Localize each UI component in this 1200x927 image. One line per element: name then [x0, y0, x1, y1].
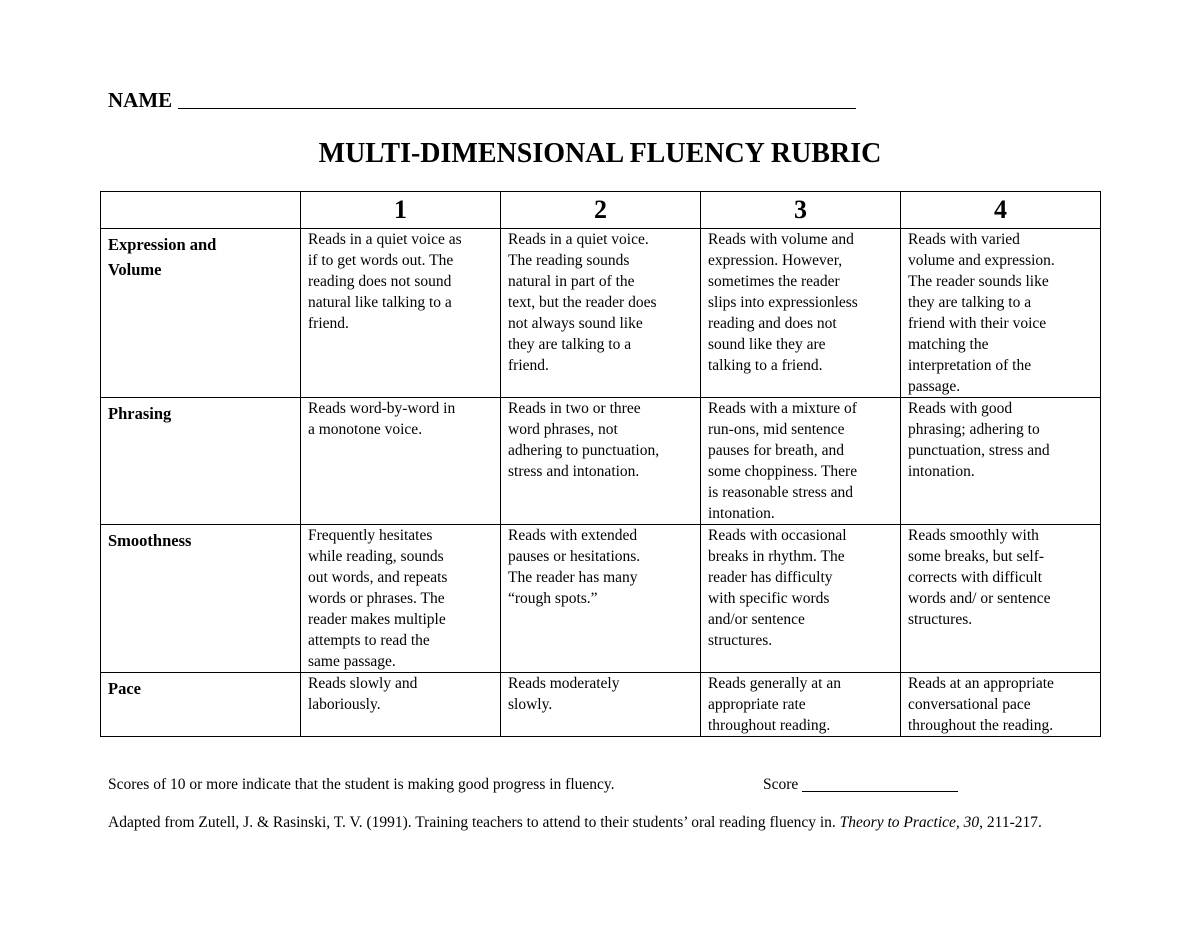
- cell-text-line: word phrases, not: [508, 421, 618, 438]
- cell-text-line: Expression and: [108, 235, 217, 254]
- rubric-cell: [901, 398, 1101, 525]
- cell-text-line: Reads with varied: [908, 231, 1020, 248]
- cell-text-line: intonation.: [708, 505, 775, 522]
- cell-text-line: Pace: [108, 679, 141, 698]
- dimension-label: [101, 673, 301, 737]
- cell-text-line: natural like talking to a: [308, 294, 452, 311]
- rubric-cell: [301, 673, 501, 737]
- cell-text-line: friend with their voice: [908, 315, 1047, 332]
- dimension-label: [101, 398, 301, 525]
- cell-text-line: Reads in two or three: [508, 400, 641, 417]
- cell-text-line: same passage.: [308, 653, 396, 670]
- cell-text-line: stress and intonation.: [508, 463, 640, 480]
- cell-text-line: reader makes multiple: [308, 611, 446, 628]
- cell-text-line: punctuation, stress and: [908, 442, 1050, 459]
- cell-text-line: laboriously.: [308, 696, 381, 713]
- cell-text-line: pauses or hesitations.: [508, 548, 641, 565]
- cell-text-line: phrasing; adhering to: [908, 421, 1040, 438]
- cell-text-line: while reading, sounds: [308, 548, 444, 565]
- cell-text-line: passage.: [908, 378, 961, 395]
- citation-journal: Theory to Practice, 30: [839, 814, 980, 831]
- cell-text-line: some breaks, but self-: [908, 548, 1045, 565]
- cell-text-line: appropriate rate: [708, 696, 806, 713]
- cell-text-line: words or phrases. The: [308, 590, 445, 607]
- cell-text-line: volume and expression.: [908, 252, 1055, 269]
- cell-text-line: The reader has many: [508, 569, 638, 586]
- cell-text-line: attempts to read the: [308, 632, 430, 649]
- rubric-cell: [501, 525, 701, 673]
- rubric-cell: [901, 673, 1101, 737]
- cell-text-line: is reasonable stress and: [708, 484, 854, 501]
- cell-text-line: if to get words out. The: [308, 252, 454, 269]
- cell-text-line: out words, and repeats: [308, 569, 448, 586]
- cell-text-line: words and/ or sentence: [908, 590, 1051, 607]
- cell-text-line: talking to a friend.: [708, 357, 823, 374]
- rubric-cell: [901, 525, 1101, 673]
- cell-text-line: friend.: [308, 315, 349, 332]
- cell-text-line: Reads with good: [908, 400, 1013, 417]
- corner-cell: [101, 192, 301, 229]
- score-column-header: 3: [701, 192, 901, 229]
- scoring-note: Scores of 10 or more indicate that the student is making good progress in fluency.: [108, 776, 615, 793]
- rubric-cell: [501, 398, 701, 525]
- citation: [108, 812, 1088, 833]
- page-title: MULTI-DIMENSIONAL FLUENCY RUBRIC: [318, 138, 882, 169]
- cell-text-line: Smoothness: [108, 531, 192, 550]
- cell-text-line: and/or sentence: [708, 611, 805, 628]
- cell-text-line: structures.: [708, 632, 773, 649]
- cell-text-line: reading does not sound: [308, 273, 452, 290]
- score-blank-line[interactable]: [802, 776, 958, 792]
- cell-text-line: Reads in a quiet voice.: [508, 231, 649, 248]
- header-row: [101, 192, 1101, 229]
- cell-text-line: run-ons, mid sentence: [708, 421, 845, 438]
- cell-text-line: throughout the reading.: [908, 717, 1054, 734]
- rubric-cell: [501, 229, 701, 398]
- rubric-cell: [301, 229, 501, 398]
- name-blank-line[interactable]: [178, 88, 856, 109]
- rubric-cell: [701, 525, 901, 673]
- citation-text: Adapted from Zutell, J. & Rasinski, T. V. (1991). Training teachers to attend to their students’ oral reading fluency in.: [108, 814, 840, 831]
- rubric-row: [101, 398, 1101, 525]
- cell-text-line: natural in part of the: [508, 273, 635, 290]
- cell-text-line: matching the: [908, 336, 989, 353]
- cell-text-line: interpretation of the: [908, 357, 1032, 374]
- cell-text-line: Phrasing: [108, 404, 172, 423]
- cell-text-line: reader has difficulty: [708, 569, 833, 586]
- cell-text-line: structures.: [908, 611, 973, 628]
- cell-text-line: they are talking to a: [908, 294, 1032, 311]
- cell-text-line: Reads word-by-word in: [308, 400, 456, 417]
- cell-text-line: Reads at an appropriate: [908, 675, 1054, 692]
- cell-text-line: Reads moderately: [508, 675, 620, 692]
- cell-text-line: “rough spots.”: [508, 590, 598, 607]
- name-label: NAME: [108, 88, 173, 112]
- cell-text-line: Reads with volume and: [708, 231, 854, 248]
- cell-text-line: Reads with occasional: [708, 527, 847, 544]
- cell-text-line: some choppiness. There: [708, 463, 858, 480]
- cell-text-line: expression. However,: [708, 252, 843, 269]
- score-label: Score: [763, 776, 799, 793]
- score-column-header: 1: [301, 192, 501, 229]
- rubric-row: [101, 673, 1101, 737]
- cell-text-line: text, but the reader does: [508, 294, 657, 311]
- score-field: [763, 776, 958, 794]
- rubric-cell: [701, 398, 901, 525]
- rubric-row: [101, 229, 1101, 398]
- cell-text-line: Reads with a mixture of: [708, 400, 857, 417]
- cell-text-line: sound like they are: [708, 336, 826, 353]
- cell-text-line: Reads in a quiet voice as: [308, 231, 462, 248]
- cell-text-line: Frequently hesitates: [308, 527, 433, 544]
- cell-text-line: The reading sounds: [508, 252, 630, 269]
- cell-text-line: Reads generally at an: [708, 675, 841, 692]
- cell-text-line: Volume: [108, 260, 162, 279]
- cell-text-line: intonation.: [908, 463, 975, 480]
- score-column-header: 4: [901, 192, 1101, 229]
- cell-text-line: with specific words: [708, 590, 830, 607]
- cell-text-line: breaks in rhythm. The: [708, 548, 845, 565]
- rubric-table: [100, 191, 1101, 737]
- rubric-cell: [701, 229, 901, 398]
- cell-text-line: Reads slowly and: [308, 675, 418, 692]
- cell-text-line: reading and does not: [708, 315, 837, 332]
- cell-text-line: Reads smoothly with: [908, 527, 1039, 544]
- cell-text-line: slips into expressionless: [708, 294, 858, 311]
- rubric-cell: [501, 673, 701, 737]
- rubric-row: [101, 525, 1101, 673]
- cell-text-line: throughout reading.: [708, 717, 831, 734]
- cell-text-line: The reader sounds like: [908, 273, 1049, 290]
- cell-text-line: Reads with extended: [508, 527, 638, 544]
- rubric-cell: [301, 398, 501, 525]
- rubric-cell: [701, 673, 901, 737]
- cell-text-line: corrects with difficult: [908, 569, 1043, 586]
- name-field: [108, 88, 856, 113]
- rubric-cell: [301, 525, 501, 673]
- cell-text-line: sometimes the reader: [708, 273, 840, 290]
- dimension-label: [101, 525, 301, 673]
- score-column-header: 2: [501, 192, 701, 229]
- dimension-label: [101, 229, 301, 398]
- cell-text-line: not always sound like: [508, 315, 643, 332]
- citation-pages: , 211-217.: [979, 814, 1042, 831]
- cell-text-line: conversational pace: [908, 696, 1031, 713]
- cell-text-line: they are talking to a: [508, 336, 632, 353]
- cell-text-line: a monotone voice.: [308, 421, 423, 438]
- cell-text-line: adhering to punctuation,: [508, 442, 660, 459]
- rubric-cell: [901, 229, 1101, 398]
- cell-text-line: slowly.: [508, 696, 553, 713]
- cell-text-line: friend.: [508, 357, 549, 374]
- cell-text-line: pauses for breath, and: [708, 442, 845, 459]
